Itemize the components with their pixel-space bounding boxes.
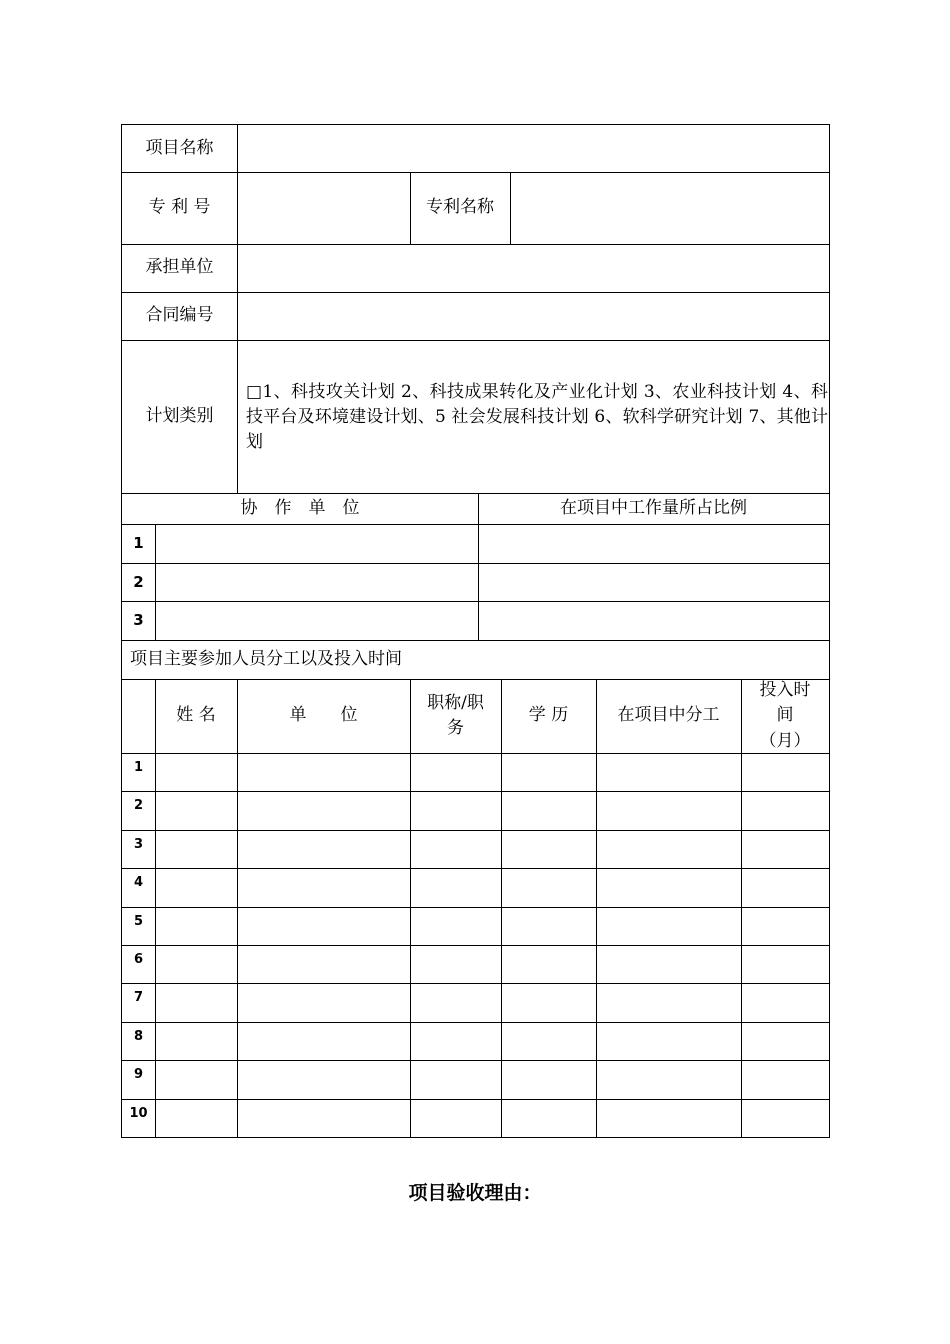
name-field[interactable]: [155, 1022, 237, 1060]
name-field[interactable]: [155, 1060, 237, 1099]
personnel-row-number: 6: [133, 952, 144, 967]
personnel-row-number: 3: [133, 837, 144, 852]
time-field[interactable]: [741, 753, 829, 791]
title-field[interactable]: [410, 907, 501, 945]
unit-field[interactable]: [237, 945, 410, 983]
education-field[interactable]: [501, 983, 596, 1022]
name-field[interactable]: [155, 791, 237, 830]
time-field[interactable]: [741, 1099, 829, 1137]
role-field[interactable]: [596, 1099, 741, 1137]
time-field[interactable]: [741, 791, 829, 830]
contract-no-field[interactable]: [237, 292, 829, 340]
name-field[interactable]: [155, 753, 237, 791]
header-title: 职称/职务: [427, 693, 484, 738]
title-field[interactable]: [410, 945, 501, 983]
coop-unit-header: 协 作 单 位: [240, 497, 360, 518]
coop-row-number: 1: [133, 534, 144, 552]
coop-row-number: 3: [133, 611, 144, 629]
time-field[interactable]: [741, 945, 829, 983]
role-field[interactable]: [596, 1060, 741, 1099]
title-field[interactable]: [410, 1060, 501, 1099]
personnel-row-number: 1: [133, 760, 144, 775]
education-field[interactable]: [501, 753, 596, 791]
unit-field[interactable]: [237, 907, 410, 945]
education-field[interactable]: [501, 791, 596, 830]
plan-type-label: 计划类别: [145, 405, 214, 426]
personnel-section-title: 项目主要参加人员分工以及投入时间: [130, 648, 402, 669]
time-field[interactable]: [741, 1022, 829, 1060]
title-field[interactable]: [410, 791, 501, 830]
education-field[interactable]: [501, 1099, 596, 1137]
education-field[interactable]: [501, 1060, 596, 1099]
time-field[interactable]: [741, 868, 829, 907]
workload-ratio-field[interactable]: [478, 524, 829, 563]
role-field[interactable]: [596, 791, 741, 830]
personnel-row-number: 7: [133, 990, 144, 1005]
coop-unit-field[interactable]: [155, 601, 478, 640]
unit-field[interactable]: [237, 1099, 410, 1137]
title-field[interactable]: [410, 983, 501, 1022]
unit-field[interactable]: [237, 983, 410, 1022]
name-field[interactable]: [155, 1099, 237, 1137]
name-field[interactable]: [155, 868, 237, 907]
role-field[interactable]: [596, 830, 741, 868]
name-field[interactable]: [155, 983, 237, 1022]
name-field[interactable]: [155, 945, 237, 983]
patent-name-label: 专利名称: [426, 197, 494, 218]
role-field[interactable]: [596, 868, 741, 907]
patent-no-label: 专 利 号: [148, 197, 211, 218]
coop-unit-field[interactable]: [155, 563, 478, 601]
personnel-row-number: 4: [133, 875, 144, 890]
coop-row-number: 2: [133, 572, 144, 591]
workload-ratio-field[interactable]: [478, 601, 829, 640]
role-field[interactable]: [596, 983, 741, 1022]
title-field[interactable]: [410, 1022, 501, 1060]
unit-field[interactable]: [237, 753, 410, 791]
header-unit: 单 位: [289, 705, 358, 726]
header-role: 在项目中分工: [617, 705, 720, 726]
unit-field[interactable]: [237, 868, 410, 907]
name-field[interactable]: [155, 907, 237, 945]
role-field[interactable]: [596, 945, 741, 983]
name-field[interactable]: [155, 830, 237, 868]
undertaking-unit-label: 承担单位: [145, 257, 214, 278]
personnel-row-number: 8: [133, 1029, 144, 1044]
acceptance-reason-label: 项目验收理由：: [408, 1182, 542, 1204]
time-field[interactable]: [741, 1060, 829, 1099]
unit-field[interactable]: [237, 1022, 410, 1060]
personnel-row-number: 10: [129, 1106, 148, 1121]
education-field[interactable]: [501, 830, 596, 868]
personnel-row-number: 5: [133, 914, 144, 929]
title-field[interactable]: [410, 753, 501, 791]
header-time: 投入时间（月）: [759, 679, 811, 751]
time-field[interactable]: [741, 830, 829, 868]
personnel-row-number: 9: [133, 1067, 144, 1082]
education-field[interactable]: [501, 868, 596, 907]
patent-no-field[interactable]: [237, 172, 410, 244]
role-field[interactable]: [596, 753, 741, 791]
title-field[interactable]: [410, 1099, 501, 1137]
project-name-label: 项目名称: [145, 137, 214, 158]
unit-field[interactable]: [237, 830, 410, 868]
title-field[interactable]: [410, 830, 501, 868]
education-field[interactable]: [501, 907, 596, 945]
header-education: 学 历: [528, 705, 569, 726]
role-field[interactable]: [596, 907, 741, 945]
personnel-row-number: 2: [133, 798, 144, 813]
project-info-form: [121, 124, 830, 1138]
education-field[interactable]: [501, 945, 596, 983]
workload-ratio-header: 在项目中工作量所占比例: [560, 497, 747, 518]
contract-no-label: 合同编号: [145, 305, 214, 326]
time-field[interactable]: [741, 983, 829, 1022]
project-name-field[interactable]: [237, 125, 829, 172]
plan-type-options[interactable]: □1、科技攻关计划 2、科技成果转化及产业化计划 3、农业科技计划 4、科技平台及环境建设计划、5 社会发展科技计划 6、软科学研究计划 7、其他计划: [246, 382, 828, 452]
header-name: 姓 名: [176, 705, 216, 726]
education-field[interactable]: [501, 1022, 596, 1060]
patent-name-field[interactable]: [510, 172, 829, 244]
title-field[interactable]: [410, 868, 501, 907]
time-field[interactable]: [741, 907, 829, 945]
role-field[interactable]: [596, 1022, 741, 1060]
unit-field[interactable]: [237, 791, 410, 830]
undertaking-unit-field[interactable]: [237, 244, 829, 292]
unit-field[interactable]: [237, 1060, 410, 1099]
workload-ratio-field[interactable]: [478, 563, 829, 601]
coop-unit-field[interactable]: [155, 524, 478, 563]
